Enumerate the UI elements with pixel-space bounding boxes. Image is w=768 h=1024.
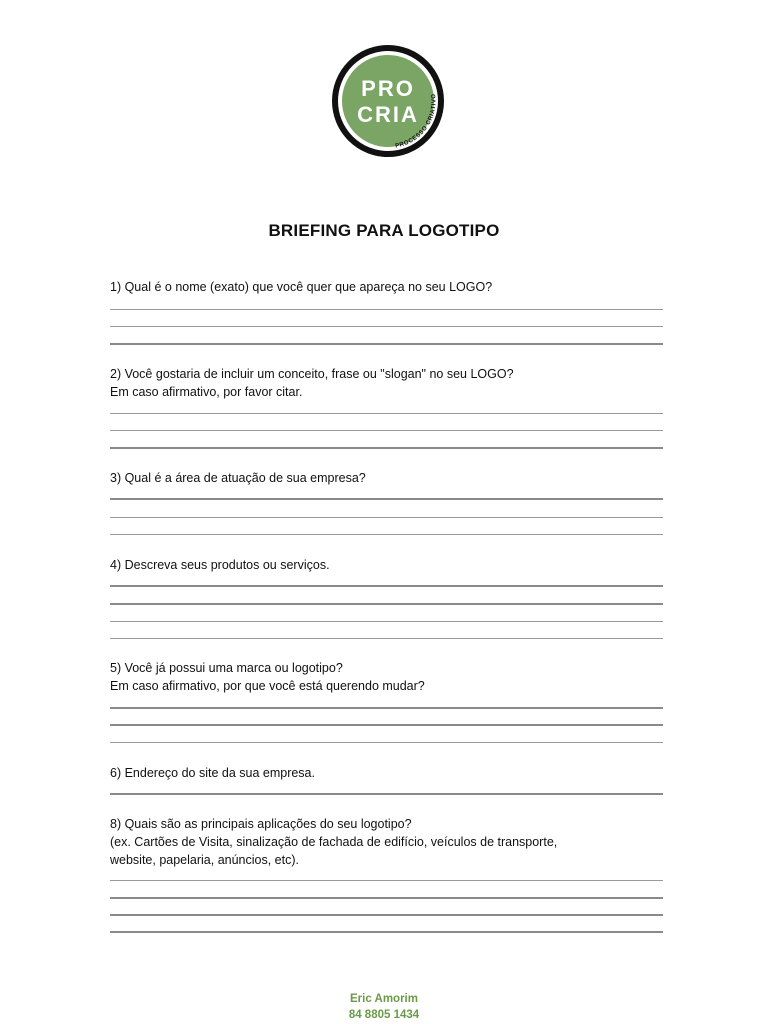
logo-line2: CRIA [357, 102, 419, 127]
question-8 [110, 815, 670, 869]
answer-line[interactable] [110, 585, 663, 587]
question-8-text: 8) Quais são as principais aplicações do seu logotipo? [110, 817, 412, 831]
question-1 [110, 278, 670, 296]
answer-line[interactable] [110, 793, 663, 795]
question-1-text: 1) Qual é o nome (exato) que você quer que apareça no seu LOGO? [110, 280, 493, 294]
question-4 [110, 556, 670, 574]
procria-logo-mark [331, 44, 445, 158]
answer-line[interactable] [110, 897, 663, 899]
answer-line[interactable] [110, 880, 663, 881]
question-5-text: 5) Você já possui uma marca ou logotipo? [110, 661, 343, 675]
question-6-text: 6) Endereço do site da sua empresa. [110, 766, 315, 780]
answer-line[interactable] [110, 326, 663, 327]
footer-name: Eric Amorim [350, 993, 418, 1005]
page-title: BRIEFING PARA LOGOTIPO [268, 221, 500, 240]
answer-line[interactable] [110, 638, 663, 639]
question-6 [110, 764, 670, 782]
answer-line[interactable] [110, 309, 663, 310]
question-2-subtext: Em caso afirmativo, por favor citar. [110, 385, 303, 399]
answer-line[interactable] [110, 413, 663, 414]
answer-line[interactable] [110, 430, 663, 431]
question-2 [110, 365, 670, 401]
footer-phone: 84 8805 1434 [348, 1009, 420, 1021]
answer-line[interactable] [110, 914, 663, 916]
question-8-example-2: website, papelaria, anúncios, etc). [110, 853, 299, 867]
question-5-subtext: Em caso afirmativo, por que você está querendo mudar? [110, 679, 425, 693]
question-3 [110, 469, 670, 487]
question-2-text: 2) Você gostaria de incluir um conceito, frase ou "slogan" no seu LOGO? [110, 367, 514, 381]
answer-line[interactable] [110, 534, 663, 535]
answer-line[interactable] [110, 931, 663, 933]
logo-tagline: PROCESSO CRIATIVO [394, 93, 438, 150]
answer-line[interactable] [110, 447, 663, 449]
answer-line[interactable] [110, 724, 663, 726]
footer-contact [0, 991, 768, 1023]
logo-line1: PRO [361, 76, 415, 101]
question-5 [110, 659, 670, 695]
question-4-text: 4) Descreva seus produtos ou serviços. [110, 558, 330, 572]
procria-logo [331, 44, 445, 158]
answer-line[interactable] [110, 517, 663, 518]
question-3-text: 3) Qual é a área de atuação de sua empresa? [110, 471, 366, 485]
answer-line[interactable] [110, 603, 663, 605]
answer-line[interactable] [110, 742, 663, 743]
answer-line[interactable] [110, 707, 663, 709]
answer-line[interactable] [110, 343, 663, 345]
answer-line[interactable] [110, 621, 663, 622]
question-8-example-1: (ex. Cartões de Visita, sinalização de fachada de edifício, veículos de transporte, [110, 835, 558, 849]
answer-line[interactable] [110, 498, 663, 500]
